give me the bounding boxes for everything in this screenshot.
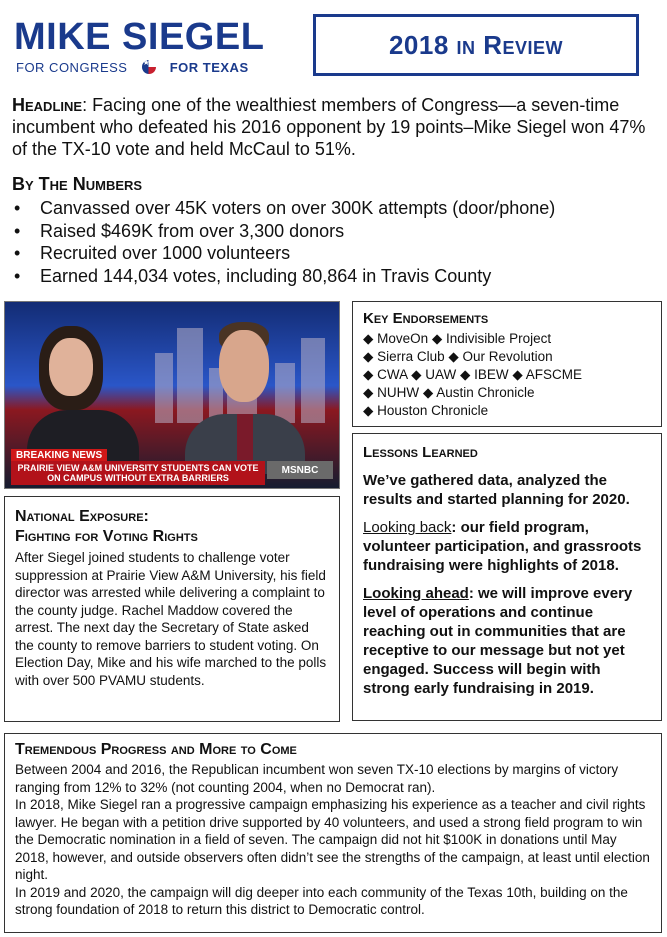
headline-label: Headline	[12, 95, 83, 115]
numbers-item: • Canvassed over 45K voters on over 300K attempts (door/phone)	[14, 197, 555, 220]
looking-ahead-label: Looking ahead	[363, 585, 469, 602]
looking-back-text: : our field program, volunteer participation, and grassroots fundraising were highlights of 2018.	[363, 519, 642, 574]
breaking-news-label: BREAKING NEWS	[11, 449, 107, 462]
endorsements-heading: Key Endorsements	[363, 310, 489, 327]
endorsement-line: ◆ MoveOn ◆ Indivisible Project	[363, 331, 552, 346]
looking-ahead-text: : we will improve every level of operations and continue reaching out in communities that are receptive to our message but not yet engaged. Success will begin with strong early fundraising in 2019.	[363, 585, 633, 697]
lessons-looking-ahead	[363, 584, 651, 698]
campaign-logo-subtitle	[16, 60, 249, 75]
msnbc-logo: MSNBC	[267, 461, 333, 479]
numbers-heading: By The Numbers	[12, 174, 143, 194]
numbers-item: • Raised $469K from over 3,300 donors	[14, 220, 555, 243]
review-title: 2018 in Review	[388, 29, 564, 60]
national-exposure-heading	[15, 507, 329, 547]
national-heading-line2: Fighting for Voting Rights	[15, 528, 198, 545]
headline-text: : Facing one of the wealthiest members of Congress—a seven-time incumbent who defeated his 2016 opponent by 19 points–Mike Siegel won 47% of the TX-10 vote and held McCaul to 51%.	[12, 95, 646, 159]
endorsement-line: ◆ NUHW ◆ Austin Chronicle	[363, 385, 535, 400]
looking-back-label: Looking back	[363, 519, 452, 536]
national-exposure-body: After Siegel joined students to challenge voter suppression at Prairie View A&M University, his field director was arrested while delivering a complaint to the county judge. Rachel Maddow covered the arrest. The next day the Secretary of State asked the county to remove barriers to student voting. On Election Day, Mike and his wife marched to the polls with over 500 PVAMU students.	[15, 550, 327, 688]
lessons-paragraph: We’ve gathered data, analyzed the results and started planning for 2020.	[363, 472, 630, 508]
campaign-logo-name: MIKE SIEGEL	[14, 16, 265, 58]
headline-paragraph	[12, 94, 652, 160]
msnbc-broadcast-image	[4, 301, 340, 489]
national-exposure-box	[4, 496, 340, 722]
review-title-box	[313, 14, 639, 76]
numbers-list	[14, 197, 555, 287]
numbers-item: • Earned 144,034 votes, including 80,864 in Travis County	[14, 265, 555, 288]
endorsements-box	[352, 301, 662, 427]
lessons-box	[352, 433, 662, 721]
numbers-item: • Recruited over 1000 volunteers	[14, 242, 555, 265]
news-banner: PRAIRIE VIEW A&M UNIVERSITY STUDENTS CAN VOTE ON CAMPUS WITHOUT EXTRA BARRIERS	[11, 461, 265, 485]
lessons-heading: Lessons Learned	[363, 444, 478, 461]
progress-paragraph: Between 2004 and 2016, the Republican incumbent won seven TX-10 elections by margins of victory ranging from 12% to 32% (not counting 2004, when no Democrat ran).	[15, 762, 619, 795]
endorsement-line: ◆ Sierra Club ◆ Our Revolution	[363, 349, 553, 364]
lessons-looking-back	[363, 518, 651, 575]
logo-subtitle-right: FOR TEXAS	[169, 60, 249, 75]
progress-box	[4, 733, 662, 933]
endorsement-line: ◆ Houston Chronicle	[363, 403, 489, 418]
endorsement-line: ◆ CWA ◆ UAW ◆ IBEW ◆ AFSCME	[363, 367, 583, 382]
national-heading-line1: National Exposure:	[15, 508, 149, 525]
texas-flag-icon	[142, 60, 156, 74]
logo-subtitle-left: FOR CONGRESS	[16, 60, 128, 75]
progress-heading: Tremendous Progress and More to Come	[15, 741, 297, 758]
progress-paragraph: In 2019 and 2020, the campaign will dig deeper into each community of the Texas 10th, building on the strong foundation of 2018 to return this district to Democratic control.	[15, 884, 628, 917]
progress-paragraph: In 2018, Mike Siegel ran a progressive campaign emphasizing his experience as a teacher and civil rights lawyer. He began with a petition drive supported by 40 volunteers, and used a strong field program to win the Democratic nomination in a field of seven. The campaign did not hit $100K in donations until May 2018, however, and outside observers often didn’t see the strengths of the campaign, at least until election night.	[15, 797, 650, 882]
